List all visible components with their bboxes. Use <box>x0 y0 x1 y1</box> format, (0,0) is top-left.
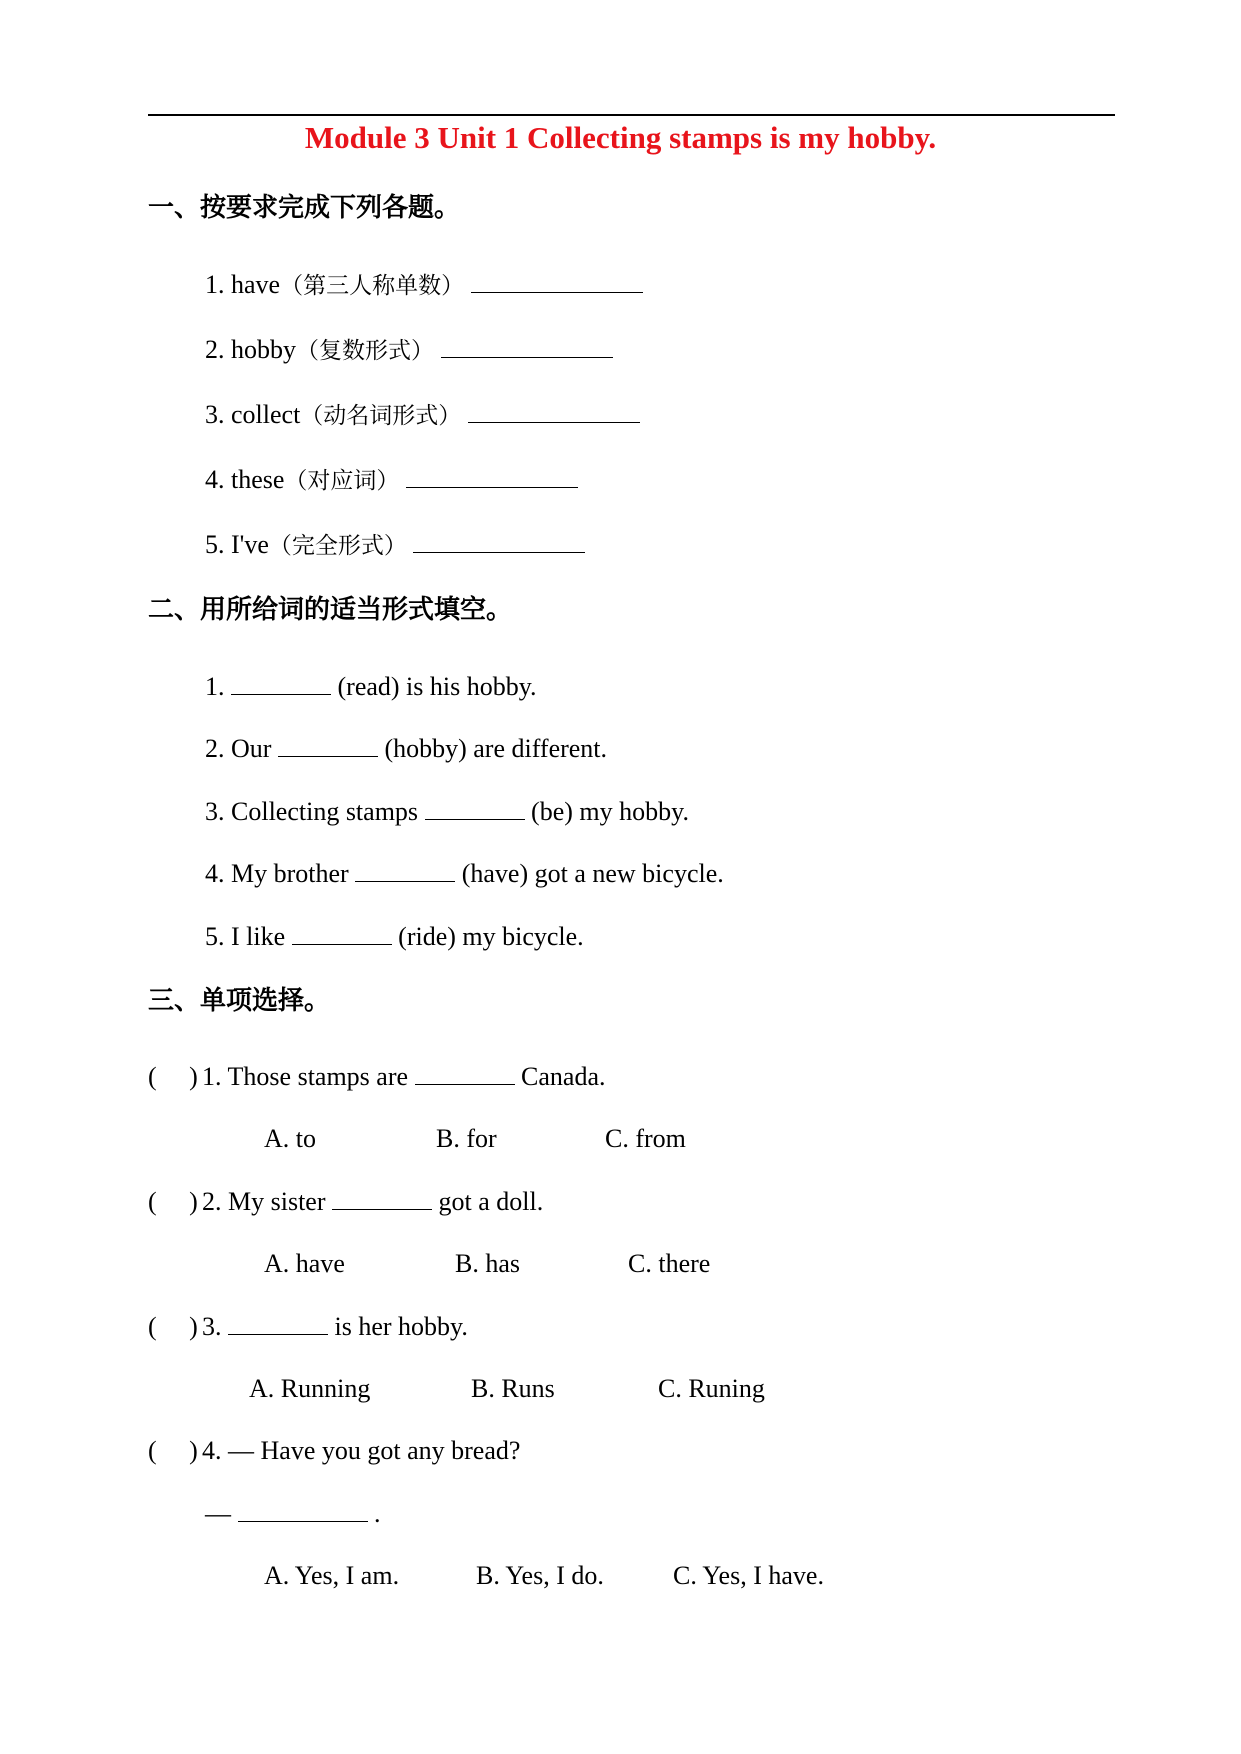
mc-question-1: 1. Those stamps are Canada. <box>202 1062 606 1091</box>
answer-blank[interactable] <box>406 463 578 488</box>
option-a[interactable]: A. Yes, I am. <box>264 1561 400 1590</box>
answer-blank[interactable] <box>278 732 378 757</box>
answer-blank[interactable] <box>238 1497 368 1522</box>
header-rule <box>148 114 1115 116</box>
answer-blank <box>332 1185 432 1210</box>
s1-item-4: 4. these（对应词） <box>205 463 578 498</box>
option-c[interactable]: C. there <box>628 1249 711 1278</box>
answer-blank <box>228 1310 328 1335</box>
option-c[interactable]: C. Runing <box>658 1374 765 1403</box>
answer-blank[interactable] <box>468 398 640 423</box>
answer-blank[interactable] <box>231 670 331 695</box>
mc-question-4-reply: — . <box>205 1499 381 1528</box>
section-3-heading: 三、单项选择。 <box>148 986 331 1016</box>
answer-blank[interactable] <box>425 795 525 820</box>
option-b[interactable]: B. Yes, I do. <box>476 1561 604 1590</box>
s1-item-5: 5. I've（完全形式） <box>205 528 585 563</box>
answer-paren[interactable]: ( ) <box>148 1062 198 1091</box>
option-b[interactable]: B. for <box>436 1124 497 1153</box>
s1-item-3: 3. collect（动名词形式） <box>205 398 640 433</box>
section-1-heading: 一、按要求完成下列各题。 <box>148 193 461 223</box>
answer-paren[interactable]: ( ) <box>148 1187 198 1216</box>
option-a[interactable]: A. Running <box>249 1374 371 1403</box>
worksheet-title: Module 3 Unit 1 Collecting stamps is my hobby. <box>304 120 937 155</box>
s2-item-4: 4. My brother (have) got a new bicycle. <box>205 859 724 888</box>
answer-blank[interactable] <box>471 268 643 293</box>
answer-blank[interactable] <box>292 920 392 945</box>
s1-item-2: 2. hobby（复数形式） <box>205 333 613 368</box>
option-a[interactable]: A. to <box>264 1124 316 1153</box>
answer-paren[interactable]: ( ) <box>148 1312 198 1341</box>
s2-item-3: 3. Collecting stamps (be) my hobby. <box>205 797 689 826</box>
answer-blank[interactable] <box>355 857 455 882</box>
answer-blank[interactable] <box>413 528 585 553</box>
option-c[interactable]: C. Yes, I have. <box>673 1561 824 1590</box>
option-c[interactable]: C. from <box>605 1124 686 1153</box>
mc-question-2: 2. My sister got a doll. <box>202 1187 544 1216</box>
s2-item-2: 2. Our (hobby) are different. <box>205 734 608 763</box>
option-a[interactable]: A. have <box>264 1249 345 1278</box>
s1-item-1: 1. have（第三人称单数） <box>205 268 643 303</box>
option-b[interactable]: B. has <box>455 1249 520 1278</box>
answer-paren[interactable]: ( ) <box>148 1436 198 1465</box>
mc-question-3: 3. is her hobby. <box>202 1312 468 1341</box>
mc-question-4: 4. — Have you got any bread? <box>202 1436 521 1465</box>
option-b[interactable]: B. Runs <box>471 1374 555 1403</box>
s2-item-1: 1. (read) is his hobby. <box>205 672 537 701</box>
answer-blank <box>415 1060 515 1085</box>
answer-blank[interactable] <box>441 333 613 358</box>
section-2-heading: 二、用所给词的适当形式填空。 <box>148 595 513 625</box>
s2-item-5: 5. I like (ride) my bicycle. <box>205 922 584 951</box>
